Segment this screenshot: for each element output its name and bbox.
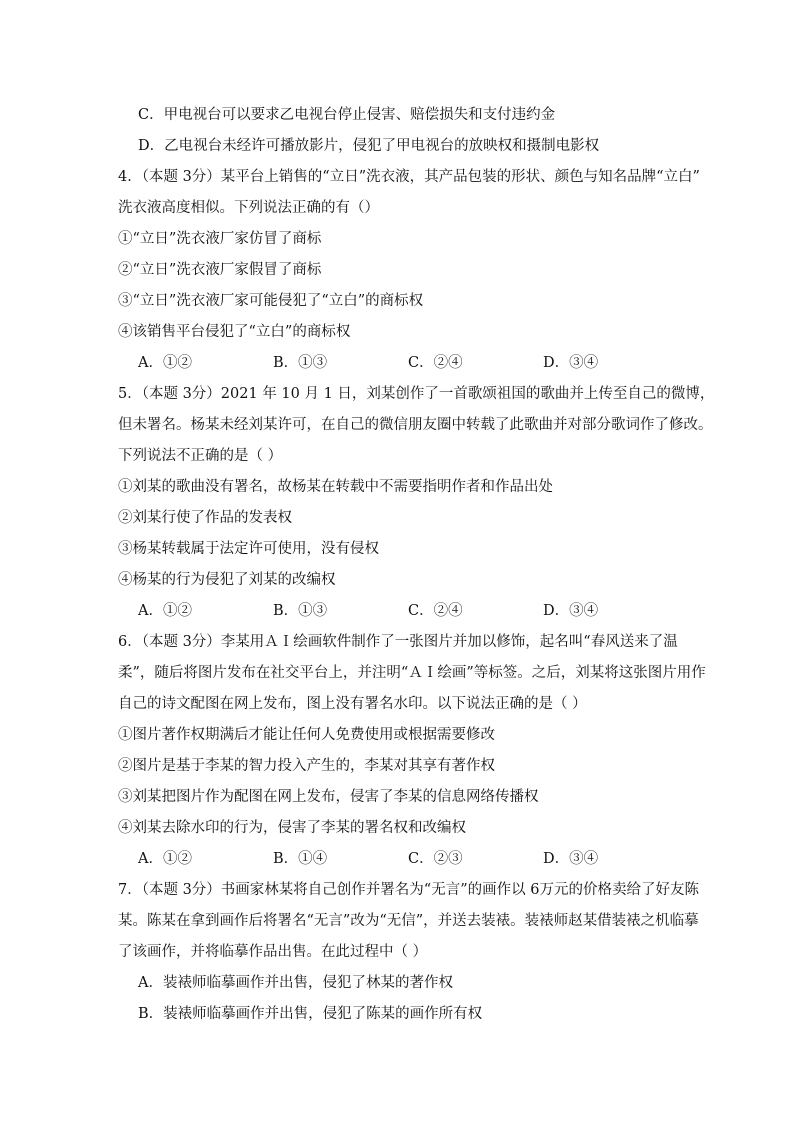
q6-statement: ②图片是基于李某的智力投入产生的，李某对其享有著作权 <box>118 758 495 774</box>
question-5 <box>118 379 715 627</box>
q6-option-b: B．①④ <box>273 851 328 867</box>
q4-stem-line: 4．（本题 3分）某平台上销售的“立日”洗衣液，其产品包装的形状、颜色与知名品牌“立白” <box>118 169 700 185</box>
q7-option-b: B．装裱师临摹画作并出售，侵犯了陈某的画作所有权 <box>138 1006 483 1022</box>
q4-statement: ③“立日”洗衣液厂家可能侵犯了“立白”的商标权 <box>118 293 424 309</box>
q5-stem-line: 5．（本题 3分）2021 年 10 月 1 日，刘某创作了一首歌颂祖国的歌曲并上传至自己的微博， <box>118 386 715 402</box>
q5-option-d: D．③④ <box>543 603 599 619</box>
q5-option-c: C．②④ <box>408 603 463 619</box>
q5-options <box>118 596 678 627</box>
q4-option-b: B．①③ <box>273 355 328 371</box>
q6-statement: ③刘某把图片作为配图在网上发布，侵害了李某的信息网络传播权 <box>118 789 539 805</box>
q6-statement: ④刘某去除水印的行为，侵害了李某的署名权和改编权 <box>118 820 466 836</box>
q7-stem-line: 某。陈某在拿到画作后将署名“无言”改为“无信”，并送去装裱。装裱师赵某借装裱之机临摹 <box>118 913 699 929</box>
q4-statement: ④该销售平台侵犯了“立白”的商标权 <box>118 324 351 340</box>
q3-option-c: C．甲电视台可以要求乙电视台停止侵害、赔偿损失和支付违约金 <box>138 107 556 123</box>
q7-stem-line: 了该画作，并将临摹作品出售。在此过程中（ ） <box>118 944 428 960</box>
q6-statement: ①图片著作权期满后才能让任何人免费使用或根据需要修改 <box>118 727 495 743</box>
q4-stem-line: 洗衣液高度相似。下列说法正确的有（） <box>118 200 379 216</box>
q7-option-a: A．装裱师临摹画作并出售，侵犯了林某的著作权 <box>138 975 453 991</box>
q5-option-a: A．①② <box>138 603 192 619</box>
q5-stem-line: 但未署名。杨某未经刘某许可，在自己的微信朋友圈中转载了此歌曲并对部分歌词作了修改。 <box>118 417 713 433</box>
question-4 <box>118 162 700 379</box>
q6-stem-line: 自己的诗文配图在网上发布，图上没有署名水印。以下说法正确的是（ ） <box>118 696 587 712</box>
question-7 <box>118 875 699 1030</box>
q5-statement: ①刘某的歌曲没有署名，故杨某在转载中不需要指明作者和作品出处 <box>118 479 553 495</box>
q5-statement: ②刘某行使了作品的发表权 <box>118 510 292 526</box>
q5-stem-line: 下列说法不正确的是（ ） <box>118 448 283 464</box>
q6-stem-line: 6．（本题 3分）李某用ＡＩ绘画软件制作了一张图片并加以修饰，起名叫“春风送来了温 <box>118 634 678 650</box>
q6-options <box>118 844 678 875</box>
q6-option-d: D．③④ <box>543 851 599 867</box>
q4-option-a: A．①② <box>138 355 192 371</box>
q5-option-b: B．①③ <box>273 603 328 619</box>
q3-option-d: D．乙电视台未经许可播放影片，侵犯了甲电视台的放映权和摄制电影权 <box>138 138 600 154</box>
q6-stem-line: 柔”，随后将图片发布在社交平台上，并注明“ＡＩ绘画”等标签。之后，刘某将这张图片用作 <box>118 665 706 681</box>
document-content <box>118 100 715 1030</box>
q5-statement: ③杨某转载属于法定许可使用，没有侵权 <box>118 541 379 557</box>
question-6 <box>118 627 706 875</box>
q7-stem-line: 7．（本题 3分）书画家林某将自己创作并署名为“无言”的画作以 6万元的价格卖给了好友陈 <box>118 882 699 898</box>
q5-statement: ④杨某的行为侵犯了刘某的改编权 <box>118 572 336 588</box>
q4-options <box>118 348 678 379</box>
q4-statement: ②“立日”洗衣液厂家假冒了商标 <box>118 262 322 278</box>
q4-option-c: C．②④ <box>408 355 463 371</box>
q6-option-c: C．②③ <box>408 851 463 867</box>
q4-statement: ①“立日”洗衣液厂家仿冒了商标 <box>118 231 322 247</box>
q4-option-d: D．③④ <box>543 355 599 371</box>
q6-option-a: A．①② <box>138 851 192 867</box>
